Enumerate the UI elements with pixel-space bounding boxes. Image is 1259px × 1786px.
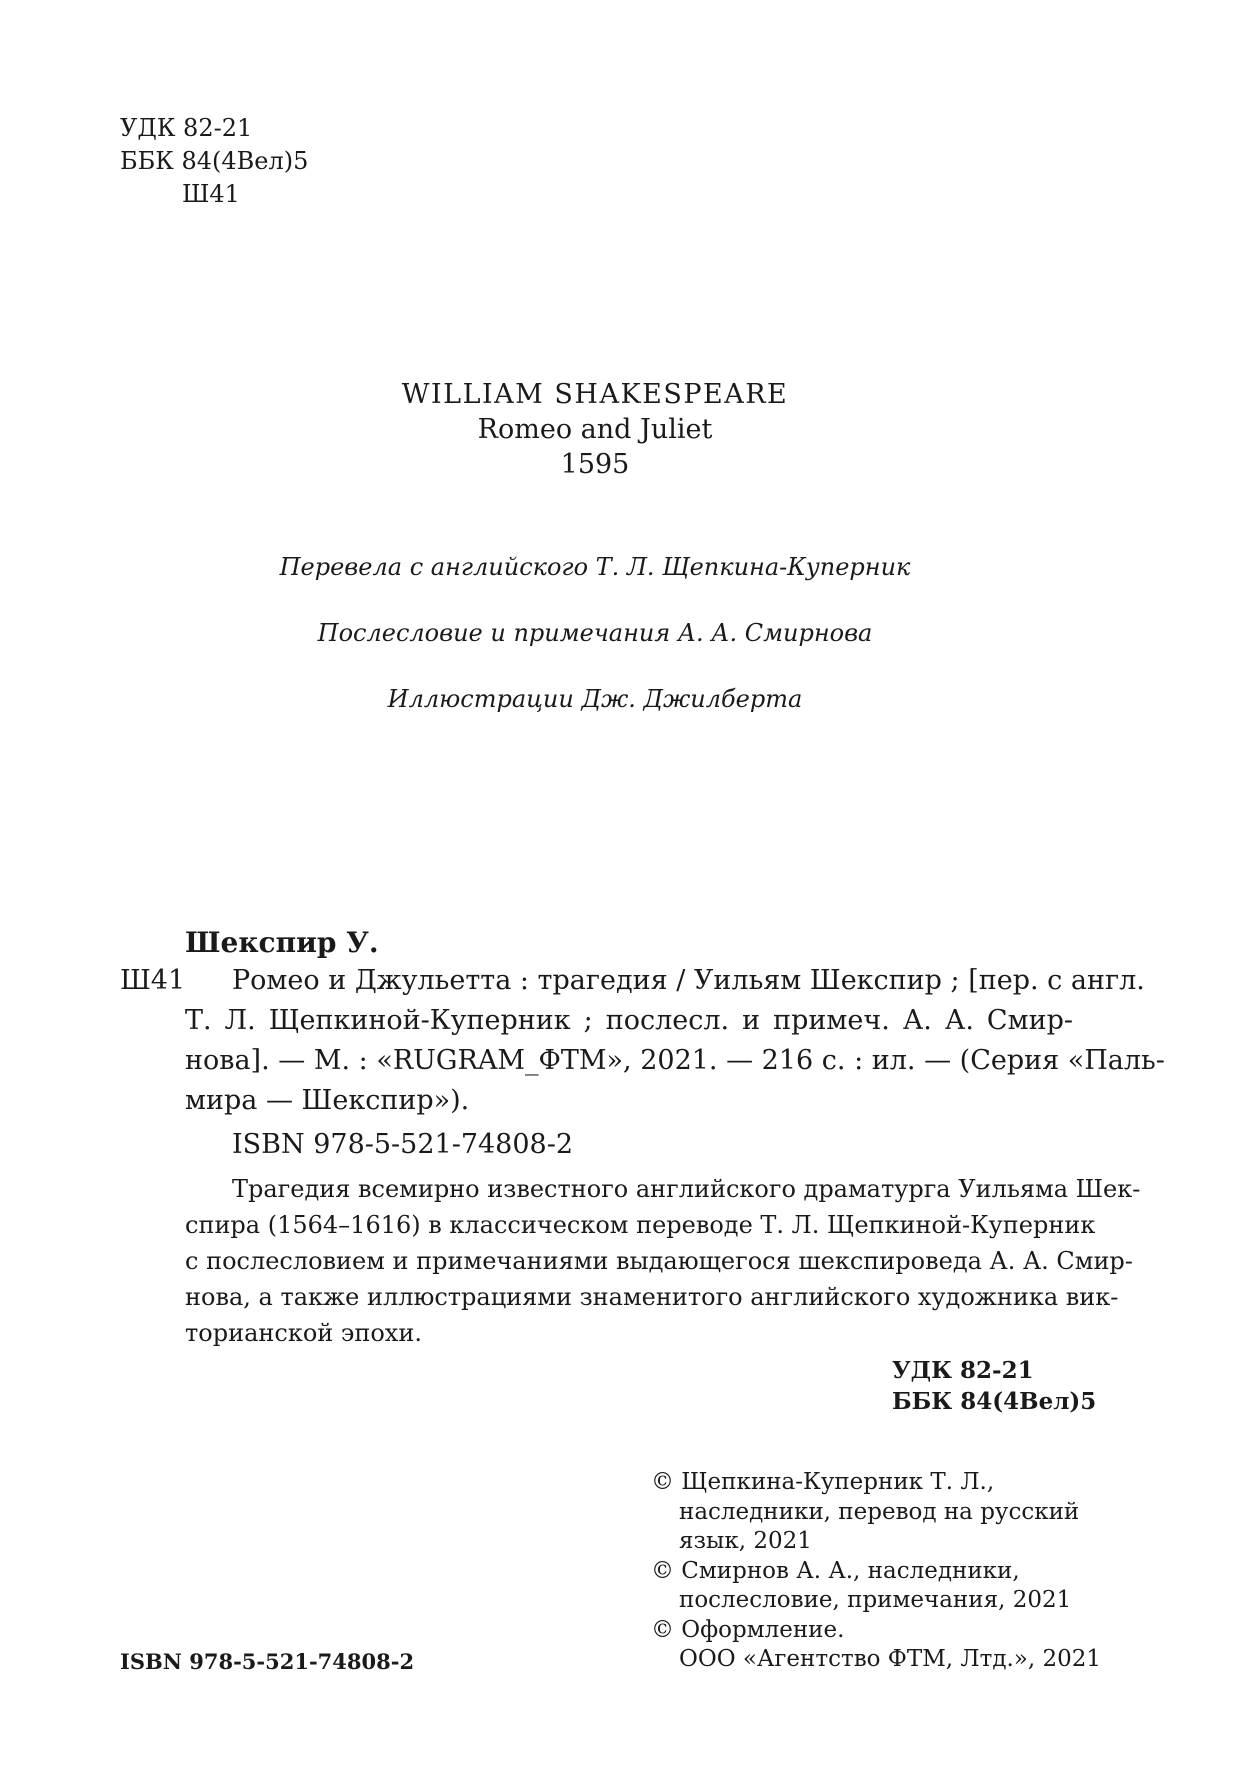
udk-code-bottom: УДК 82-21 <box>892 1357 1034 1384</box>
copyright-line: © Щепкина-Куперник Т. Л., <box>651 1469 995 1495</box>
copyright-line: © Смирнов А. А., наследники, <box>651 1557 1020 1584</box>
record-description <box>185 961 1165 1121</box>
copyright-block <box>651 1468 1101 1675</box>
annotation-line: с послесловием и примечаниями выдающегося шекспироведа А. А. Смир- <box>185 1247 1133 1275</box>
translator-credit: Перевела с английского Т. Л. Щепкина-Куперник <box>279 553 911 581</box>
bbk-code-top: ББК 84(4Вел)5 <box>120 147 309 175</box>
copyright-line: послесловие, примечания, 2021 <box>679 1587 1072 1613</box>
afterword-credit: Послесловие и примечания А. А. Смирнова <box>317 619 873 647</box>
author-mark-top: Ш41 <box>182 180 240 208</box>
record-line: мира — Шекспир»). <box>185 1085 470 1116</box>
record-author-mark: Ш41 <box>120 965 186 996</box>
copyright-line: ООО «Агентство ФТМ, Лтд.», 2021 <box>679 1646 1102 1672</box>
original-title: Romeo and Juliet <box>477 414 713 445</box>
annotation-line: торианской эпохи. <box>185 1319 422 1347</box>
record-isbn: ISBN 978-5-521-74808-2 <box>232 1129 574 1160</box>
original-year: 1595 <box>560 449 630 480</box>
illustrations-credit: Иллюстрации Дж. Джилберта <box>387 685 803 713</box>
isbn-bottom: ISBN 978-5-521-74808-2 <box>120 1649 415 1674</box>
annotation <box>185 1171 1141 1351</box>
annotation-line: Трагедия всемирно известного английского драматурга Уильяма Шек- <box>232 1175 1141 1203</box>
udk-code-top: УДК 82-21 <box>120 114 253 142</box>
original-author: WILLIAM SHAKESPEARE <box>401 379 789 410</box>
record-author: Шекспир У. <box>185 926 379 959</box>
copyright-line: © Оформление. <box>651 1616 845 1643</box>
annotation-line: спира (1564–1616) в классическом переводе Т. Л. Щепкиной-Куперник <box>185 1211 1096 1239</box>
annotation-line: нова, а также иллюстрациями знаменитого английского художника вик- <box>185 1283 1119 1311</box>
record-line: нова]. — М. : «RUGRAM_ФТМ», 2021. — 216 с. : ил. — (Серия «Паль- <box>185 1045 1165 1076</box>
copyright-line: наследники, перевод на русский <box>679 1498 1080 1525</box>
original-title-block <box>0 377 1190 482</box>
copyright-line: язык, 2021 <box>679 1528 812 1554</box>
record-line: Т. Л. Щепкиной-Куперник ; послесл. и примеч. А. А. Смир- <box>185 1005 1073 1036</box>
bbk-code-bottom: ББК 84(4Вел)5 <box>892 1388 1097 1415</box>
record-line: Ромео и Джульетта : трагедия / Уильям Шекспир ; [пер. с англ. <box>232 965 1145 996</box>
